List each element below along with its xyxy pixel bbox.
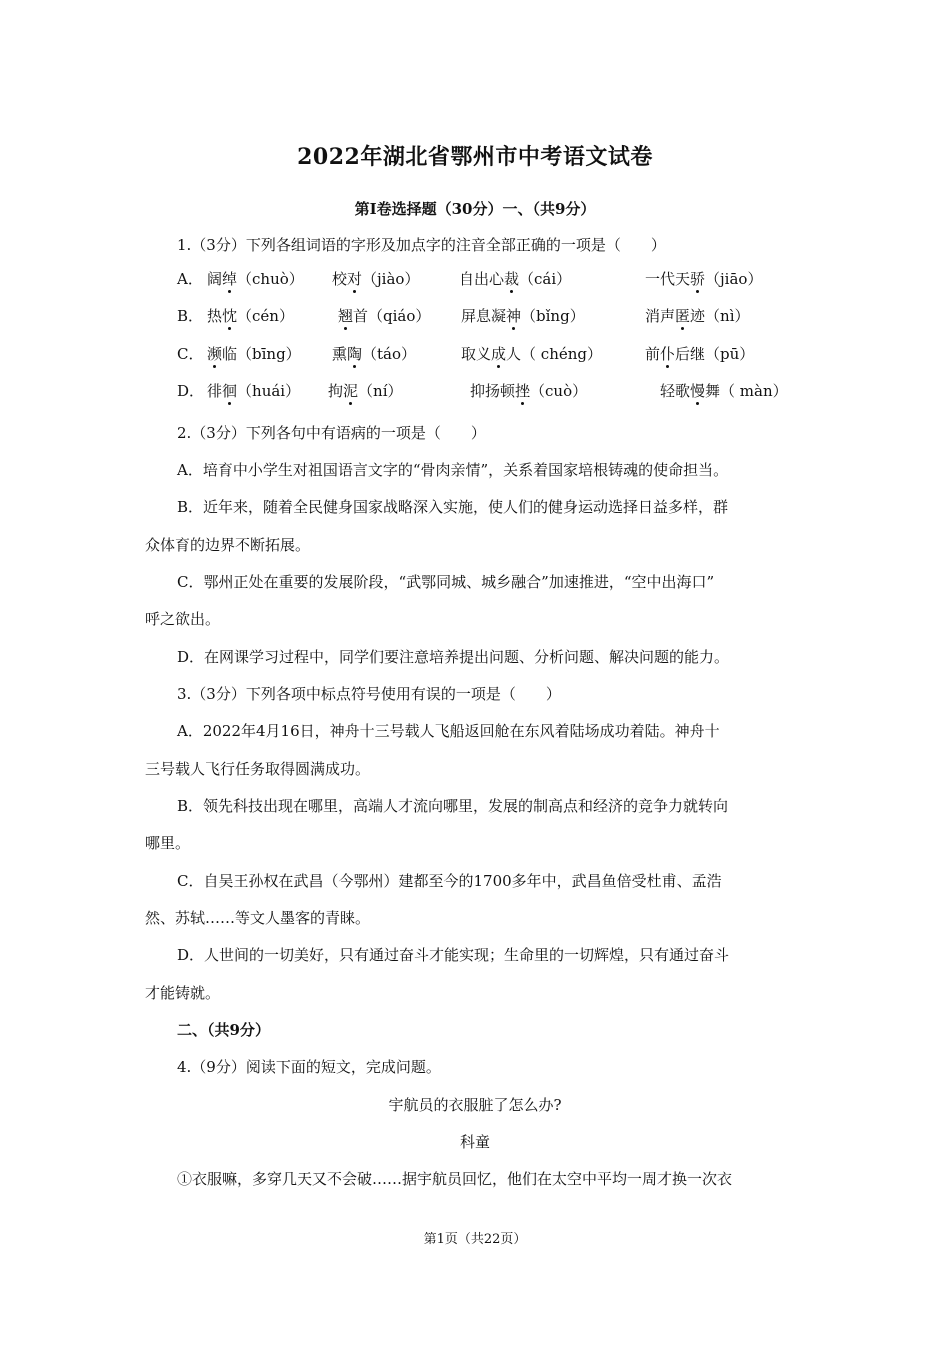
word-text: 抑扬顿 bbox=[470, 382, 516, 400]
word-pinyin: （cái） bbox=[519, 270, 572, 288]
word-pinyin: （ní） bbox=[358, 382, 403, 400]
question-3-option-a: A．2022年4月16日，神舟十三号载人飞船返回舱在东风着陆场成功着陆。神舟十 bbox=[177, 722, 720, 740]
question-3-option-c-cont: 然、苏轼……等文人墨客的青睐。 bbox=[145, 909, 371, 927]
question-1-option-label: D． bbox=[177, 382, 205, 400]
question-3-option-c: C．自吴王孙权在武昌（今鄂州）建都至今的1700多年中，武昌鱼倍受杜甫、孟浩 bbox=[177, 872, 722, 890]
word-pinyin: （cén） bbox=[237, 307, 294, 325]
question-2-option-c: C．鄂州正处在重要的发展阶段，“武鄂同城、城乡融合”加速推进，“空中出海口” bbox=[177, 573, 715, 591]
question-1-option-label: B． bbox=[177, 307, 204, 325]
word-text: 轻歌 bbox=[660, 382, 691, 400]
word-pinyin: 舞（ màn） bbox=[705, 382, 788, 400]
question-2-option-b: B．近年来，随着全民健身国家战略深入实施，使人们的健身运动选择日益多样，群 bbox=[177, 498, 729, 516]
word-pinyin: 首（qiáo） bbox=[353, 307, 431, 325]
word-pinyin: （chuò） bbox=[237, 270, 304, 288]
word-text: 前 bbox=[645, 345, 661, 363]
section-heading-2: 二、（共9分） bbox=[177, 1021, 270, 1039]
question-2-option-b-cont: 众体育的边界不断拓展。 bbox=[145, 536, 311, 554]
word-text: 校 bbox=[332, 270, 348, 288]
dotted-character: 陶 bbox=[347, 345, 363, 363]
question-3-option-a-cont: 三号载人飞行任务取得圆满成功。 bbox=[145, 760, 371, 778]
dotted-character: 匿 bbox=[675, 307, 691, 325]
exam-title: 2022年湖北省鄂州市中考语文试卷 bbox=[297, 144, 653, 170]
word-pinyin: 迹（nì） bbox=[690, 307, 750, 325]
word-pinyin: （táo） bbox=[362, 345, 417, 363]
question-1-option-label: C． bbox=[177, 345, 204, 363]
word-text: 屏息凝 bbox=[461, 307, 507, 325]
question-3-option-d: D．人世间的一切美好，只有通过奋斗才能实现；生命里的一切辉煌，只有通过奋斗 bbox=[177, 946, 730, 964]
question-4-stem: 4.（9分）阅读下面的短文，完成问题。 bbox=[177, 1058, 441, 1076]
dotted-character: 仆 bbox=[660, 345, 676, 363]
dotted-character: 泥 bbox=[343, 382, 359, 400]
question-3-option-d-cont: 才能铸就。 bbox=[145, 984, 221, 1002]
word-pinyin: （cuò） bbox=[530, 382, 588, 400]
word-text: 消声 bbox=[645, 307, 676, 325]
question-2-stem: 2.（3分）下列各句中有语病的一项是（ ） bbox=[177, 424, 486, 442]
question-2-option-a: A．培育中小学生对祖国语言文字的“骨肉亲情”，关系着国家培根铸魂的使命担当。 bbox=[177, 461, 729, 479]
question-3-stem: 3.（3分）下列各项中标点符号使用有误的一项是（ ） bbox=[177, 685, 561, 703]
section-heading-1: 第Ⅰ卷选择题（30分）一、（共9分） bbox=[354, 200, 596, 218]
question-3-option-b-cont: 哪里。 bbox=[145, 834, 191, 852]
word-pinyin: 后继（pū） bbox=[675, 345, 755, 363]
question-1-word bbox=[461, 305, 585, 326]
question-2-option-d: D．在网课学习过程中，同学们要注意培养提出问题、分析问题、解决问题的能力。 bbox=[177, 648, 730, 666]
dotted-character: 对 bbox=[347, 270, 363, 288]
word-text: 取义 bbox=[461, 345, 492, 363]
dotted-character: 神 bbox=[506, 307, 522, 325]
article-paragraph-1: ①衣服嘛，多穿几天又不会破……据宇航员回忆，他们在太空中平均一周才换一次衣 bbox=[177, 1170, 733, 1188]
article-author: 科童 bbox=[459, 1133, 490, 1151]
word-pinyin: （bǐng） bbox=[521, 307, 585, 325]
article-title: 宇航员的衣服脏了怎么办? bbox=[388, 1096, 562, 1114]
word-pinyin: 人（ chéng） bbox=[506, 345, 603, 363]
word-pinyin: （jiāo） bbox=[705, 270, 763, 288]
question-1-word bbox=[332, 268, 419, 289]
dotted-character: 慢 bbox=[690, 382, 706, 400]
question-1-word bbox=[207, 305, 294, 326]
question-1-word bbox=[332, 343, 416, 364]
question-1-stem: 1.（3分）下列各组词语的字形及加点字的注音全部正确的一项是（ ） bbox=[177, 236, 666, 254]
dotted-character: 忱 bbox=[222, 307, 238, 325]
word-text: 自出心 bbox=[459, 270, 505, 288]
dotted-character: 翘 bbox=[338, 307, 354, 325]
question-1-word bbox=[660, 380, 788, 401]
dotted-character: 裁 bbox=[504, 270, 520, 288]
word-pinyin: （huái） bbox=[237, 382, 301, 400]
word-text: 一代天 bbox=[645, 270, 691, 288]
dotted-character: 绰 bbox=[222, 270, 238, 288]
question-1-word bbox=[328, 380, 403, 401]
question-1-word bbox=[207, 268, 304, 289]
question-1-word bbox=[470, 380, 587, 401]
question-1-word bbox=[645, 343, 754, 364]
word-text: 拘 bbox=[328, 382, 344, 400]
dotted-character: 成 bbox=[491, 345, 507, 363]
question-2-option-c-cont: 呼之欲出。 bbox=[145, 610, 221, 628]
question-3-option-b: B．领先科技出现在哪里，高端人才流向哪里，发展的制高点和经济的竞争力就转向 bbox=[177, 797, 729, 815]
question-1-word bbox=[207, 380, 300, 401]
question-1-word bbox=[459, 268, 571, 289]
word-text: 阔 bbox=[207, 270, 223, 288]
question-1-word bbox=[461, 343, 602, 364]
word-text: 徘 bbox=[207, 382, 223, 400]
dotted-character: 挫 bbox=[515, 382, 531, 400]
question-1-word bbox=[645, 268, 762, 289]
word-pinyin: （jiào） bbox=[362, 270, 420, 288]
page-footer: 第1页（共22页） bbox=[423, 1232, 527, 1247]
dotted-character: 濒 bbox=[207, 345, 223, 363]
dotted-character: 徊 bbox=[222, 382, 238, 400]
word-text: 熏 bbox=[332, 345, 348, 363]
question-1-option-label: A． bbox=[177, 270, 203, 288]
question-1-word bbox=[207, 343, 301, 364]
question-1-word bbox=[338, 305, 430, 326]
word-pinyin: 临（bīng） bbox=[222, 345, 301, 363]
dotted-character: 骄 bbox=[690, 270, 706, 288]
question-1-word bbox=[645, 305, 750, 326]
word-text: 热 bbox=[207, 307, 223, 325]
